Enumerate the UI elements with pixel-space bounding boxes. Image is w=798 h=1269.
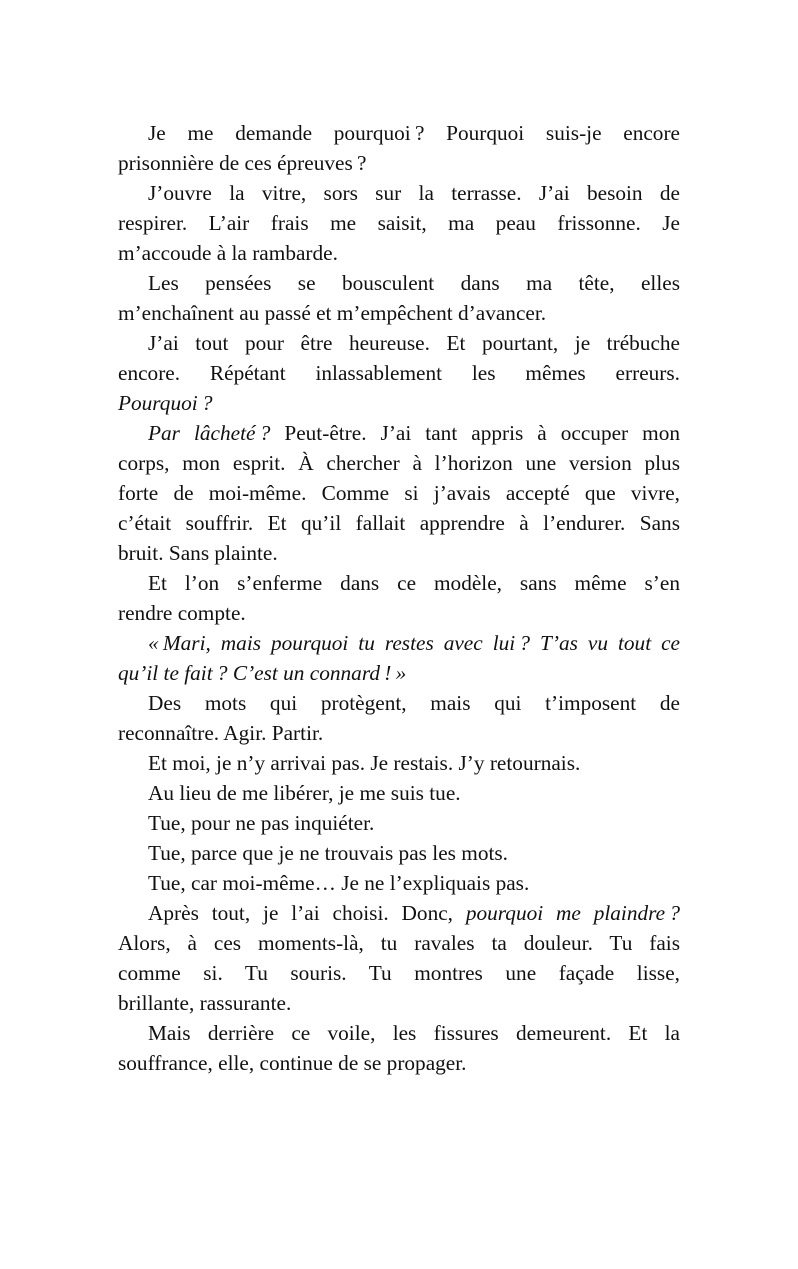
text-line [118, 118, 680, 148]
text-run: prisonnière de ces épreuves ? [118, 151, 367, 175]
text-line [118, 208, 680, 238]
text-run: Peut-être. J’ai tant appris à occuper mon [270, 421, 680, 445]
text-run: Les pensées se bousculent dans ma tête, elles [148, 271, 680, 295]
text-line [118, 418, 680, 448]
italic-run: Pourquoi ? [118, 391, 213, 415]
text-run: forte de moi-même. Comme si j’avais accepté que vivre, [118, 481, 680, 505]
text-line [118, 778, 680, 808]
text-line [118, 1018, 680, 1048]
text-line [118, 328, 680, 358]
text-run: Tue, pour ne pas inquiéter. [148, 811, 375, 835]
text-line [118, 358, 680, 388]
text-line [118, 718, 680, 748]
text-line [118, 268, 680, 298]
text-line [118, 958, 680, 988]
text-run: souffrance, elle, continue de se propager. [118, 1051, 467, 1075]
text-line [118, 238, 680, 268]
text-run: rendre compte. [118, 601, 246, 625]
text-line [118, 688, 680, 718]
text-line [118, 298, 680, 328]
text-line [118, 478, 680, 508]
text-line [118, 178, 680, 208]
text-line [118, 568, 680, 598]
text-run: corps, mon esprit. À chercher à l’horizon une version plus [118, 451, 680, 475]
text-line [118, 508, 680, 538]
text-line [118, 1048, 680, 1078]
text-run: bruit. Sans plainte. [118, 541, 278, 565]
italic-run: Par lâcheté ? [148, 421, 271, 445]
text-run: J’ai tout pour être heureuse. Et pourtant, je trébuche [148, 331, 680, 355]
text-line [118, 748, 680, 778]
text-line [118, 988, 680, 1018]
text-run: m’accoude à la rambarde. [118, 241, 338, 265]
text-line [118, 598, 680, 628]
text-run: Tue, car moi-même… Je ne l’expliquais pas. [148, 871, 530, 895]
text-line [118, 148, 680, 178]
text-run: respirer. L’air frais me saisit, ma peau frissonne. Je [118, 211, 680, 235]
book-page [118, 118, 680, 1078]
text-line [118, 388, 680, 418]
text-line [118, 868, 680, 898]
text-run: c’était souffrir. Et qu’il fallait apprendre à l’endurer. Sans [118, 511, 680, 535]
text-run: encore. Répétant inlassablement les mêmes erreurs. [118, 361, 680, 385]
text-run: Et moi, je n’y arrivai pas. Je restais. J’y retournais. [148, 751, 581, 775]
text-line [118, 808, 680, 838]
text-run: m’enchaînent au passé et m’empêchent d’avancer. [118, 301, 547, 325]
text-run: Je me demande pourquoi ? Pourquoi suis-je encore [148, 121, 680, 145]
text-run: J’ouvre la vitre, sors sur la terrasse. J’ai besoin de [148, 181, 680, 205]
text-line [118, 898, 680, 928]
italic-run: pourquoi me plaindre ? [465, 901, 680, 925]
text-run: Et l’on s’enferme dans ce modèle, sans même s’en [148, 571, 680, 595]
text-run: Tue, parce que je ne trouvais pas les mots. [148, 841, 508, 865]
text-line [118, 628, 680, 658]
text-run: Après tout, je l’ai choisi. Donc, [148, 901, 466, 925]
text-line [118, 448, 680, 478]
italic-run: « Mari, mais pourquoi tu restes avec lui ? T’as vu tout ce [148, 631, 680, 655]
text-line [118, 538, 680, 568]
text-run: Des mots qui protègent, mais qui t’imposent de [148, 691, 680, 715]
text-line [118, 928, 680, 958]
text-run: Mais derrière ce voile, les fissures demeurent. Et la [148, 1021, 680, 1045]
text-line [118, 658, 680, 688]
text-run: Au lieu de me libérer, je me suis tue. [148, 781, 461, 805]
text-run: Alors, à ces moments-là, tu ravales ta douleur. Tu fais [118, 931, 680, 955]
italic-run: qu’il te fait ? C’est un connard ! » [118, 661, 407, 685]
text-line [118, 838, 680, 868]
text-run: comme si. Tu souris. Tu montres une façade lisse, [118, 961, 680, 985]
text-run: brillante, rassurante. [118, 991, 292, 1015]
text-run: reconnaître. Agir. Partir. [118, 721, 324, 745]
